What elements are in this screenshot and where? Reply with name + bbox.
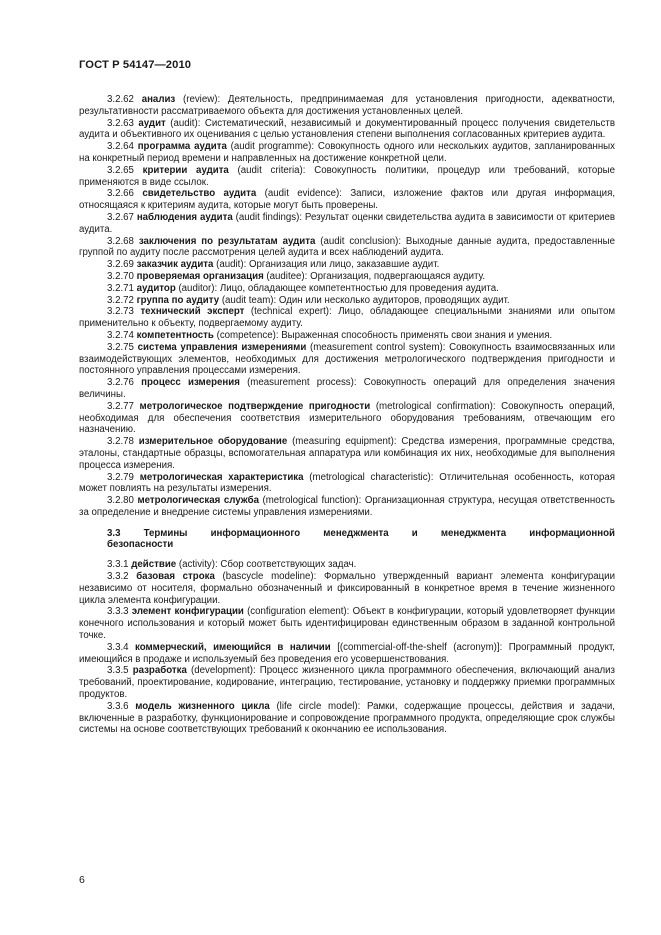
definition-entry	[79, 559, 615, 571]
entry-english: (activity):	[178, 559, 218, 571]
entry-english: (audit criteria):	[237, 164, 306, 176]
entry-english: (technical expert):	[250, 306, 332, 318]
definition-entry	[79, 271, 615, 283]
definition-entry	[79, 295, 615, 307]
entry-definition: Лицо, обладающее специальными знаниями или опытом применительно к объекту, подвергаемому аудиту.	[79, 306, 616, 330]
standard-header: ГОСТ Р 54147—2010	[79, 59, 192, 71]
entry-number: 3.2.64	[107, 141, 134, 153]
definition-entry	[79, 188, 615, 212]
entry-number: 3.2.67	[107, 211, 134, 223]
entry-number: 3.2.72	[107, 294, 134, 306]
entry-term: действие	[131, 559, 177, 571]
definition-entry	[79, 236, 615, 260]
definition-entry	[79, 665, 615, 700]
entry-term: система управления измерениями	[137, 341, 307, 353]
entry-term: процесс измерения	[141, 377, 240, 389]
entry-term: измерительное оборудование	[138, 436, 288, 448]
page-number: 6	[79, 874, 85, 886]
entry-term: заказчик аудита	[136, 259, 214, 271]
entry-definition: Организация, подвергающаяся аудиту.	[310, 270, 486, 282]
definition-entry	[79, 141, 615, 165]
entry-definition: Записи, изложение фактов или другая информация, относящаяся к критериям аудита, которые могут быть проверены.	[79, 188, 616, 212]
entry-definition: Объект в конфигурации, который удовлетворяет функции конечного использования и который может быть идентифицирован единственным образом в заданной контрольной точке.	[79, 606, 615, 642]
entry-definition: Программный продукт, имеющийся в продаже и используемый без проведения его усовершенствования.	[79, 641, 615, 665]
definition-entry	[79, 642, 615, 666]
entry-number: 3.2.65	[107, 164, 134, 176]
entry-english: (measurement process):	[247, 377, 357, 389]
entry-definition: Организация или лицо, заказавшие аудит.	[248, 259, 440, 271]
entry-number: 3.2.77	[107, 400, 134, 412]
entry-term: свидетельство аудита	[142, 188, 257, 200]
entry-number: 3.2.62	[107, 94, 134, 105]
entry-english: (bascycle modeline):	[222, 571, 317, 583]
entry-english: (measuring equipment):	[292, 436, 397, 448]
definition-entry	[79, 306, 615, 330]
definition-entry	[79, 330, 615, 342]
definitions-list-3-2	[79, 94, 615, 519]
entry-english: (competence):	[216, 329, 279, 341]
entry-number: 3.2.69	[107, 259, 134, 271]
definition-entry	[79, 283, 615, 295]
entry-definition: Совокупность политики, процедур или требований, которые применяются в виде ссылок.	[79, 164, 615, 188]
entry-definition: Лицо, обладающее компетентностью для проведения аудита.	[219, 282, 499, 294]
entry-term: группа по аудиту	[136, 294, 220, 306]
definition-entry	[79, 377, 615, 401]
entry-number: 3.2.71	[107, 282, 134, 294]
entry-term: проверяемая организация	[136, 270, 264, 282]
entry-number: 3.2.78	[107, 436, 134, 448]
definition-entry	[79, 165, 615, 189]
entry-term: метрологическая служба	[137, 495, 259, 507]
entry-number: 3.2.74	[107, 329, 134, 341]
entry-term: метрологическая характеристика	[139, 471, 304, 483]
entry-definition: Выходные данные аудита, предоставленные группой по аудиту после рассмотрения целей аудита и всех наблюдений аудита.	[79, 235, 615, 259]
entry-english: [(commercial-off-the-shelf (acronym)]:	[337, 641, 503, 653]
section-heading: 3.3 Термины информационного менеджмента и менеджмента информационной	[107, 527, 615, 539]
entry-definition: Один или несколько аудиторов, проводящих аудит.	[278, 294, 510, 306]
entry-english: (life circle model):	[276, 700, 361, 712]
entry-english: (audit):	[216, 259, 247, 271]
entry-term: элемент конфигурации	[131, 606, 244, 618]
entry-definition: Отличительная особенность, которая может повлиять на результаты измерения.	[79, 471, 615, 495]
entry-definition: Систематический, независимый и документированный процесс получения свидетельств аудита и объективного их оценивания с целью установления степени выполнения согласованных критериев аудита.	[79, 117, 615, 141]
entry-number: 3.2.66	[107, 188, 134, 200]
entry-term: разработка	[132, 665, 187, 677]
entry-english: (audit programme):	[230, 141, 315, 153]
definitions-list-3-3	[79, 559, 615, 736]
entry-definition: Организационная структура, несущая ответственность за определение и внедрение системы управления измерениями.	[79, 495, 615, 518]
entry-term: базовая строка	[136, 571, 215, 583]
entry-definition: Совокупность взаимосвязанных или взаимодействующих элементов, необходимых для достижения метрологического подтверждения пригодности и постоянного управления процессами измерения.	[79, 341, 616, 377]
entry-definition: Выраженная способность применять свои знания и умения.	[281, 329, 553, 341]
entry-number: 3.2.76	[107, 377, 134, 389]
entry-term: коммерческий, имеющийся в наличии	[135, 641, 331, 653]
entry-definition: Результат оценки свидетельства аудита в зависимости от критериев аудита.	[79, 211, 615, 235]
entry-definition: Средства измерения, программные средства, эталоны, стандартные образцы, вспомогательная аппаратура или комбинация их них, необходимые для выполнения процесса измерения.	[79, 436, 615, 471]
entry-english: (audit conclusion):	[320, 235, 402, 247]
entry-number: 3.3.3	[107, 606, 129, 618]
entry-term: программа аудита	[137, 141, 227, 153]
entry-english: (metrological function):	[262, 495, 362, 507]
definition-entry	[79, 606, 615, 641]
definitions-body	[79, 94, 615, 736]
entry-number: 3.3.4	[107, 641, 129, 653]
entry-number: 3.2.73	[107, 306, 134, 318]
entry-definition: Процесс жизненного цикла программного обеспечения, включающий анализ требований, проектирование, кодирование, интеграцию, тестирование, установку и поддержку приемки программных продуктов.	[79, 665, 615, 701]
section-heading-continued: безопасности	[107, 539, 174, 551]
entry-definition: Рамки, содержащие процессы, действия и задачи, включенные в разработку, функционирование и сопровождение программного продукта, определяющие срок службы системы на основе соответствующих требований к окончанию ее использования.	[79, 700, 615, 736]
entry-term: критерии аудита	[142, 164, 229, 176]
entry-number: 3.2.75	[107, 341, 134, 353]
entry-term: метрологическое подтверждение пригодности	[139, 400, 371, 412]
entry-number: 3.2.68	[107, 235, 134, 247]
definition-entry	[79, 259, 615, 271]
entry-term: анализ	[141, 94, 176, 105]
entry-term: модель жизненного цикла	[135, 700, 270, 712]
entry-term: аудитор	[136, 282, 176, 294]
entry-number: 3.2.80	[107, 495, 134, 507]
entry-english: (audit):	[170, 117, 201, 129]
definition-entry	[79, 472, 615, 496]
entry-english: (metrological confirmation):	[375, 400, 496, 412]
definition-entry	[79, 401, 615, 436]
entry-term: заключения по результатам аудита	[138, 235, 316, 247]
definition-entry	[79, 436, 615, 471]
entry-number: 3.2.63	[107, 117, 134, 129]
entry-number: 3.3.5	[107, 665, 129, 677]
definition-entry	[79, 94, 615, 118]
entry-definition: Совокупность одного или нескольких аудитов, запланированных на конкретный период времени и направленных на достижение конкретной цели.	[79, 141, 615, 164]
entry-definition: Сбор соответствующих задач.	[220, 559, 357, 571]
entry-definition: Деятельность, предпринимаемая для установления пригодности, адекватности, результативности рассматриваемого объекта для достижения установленных целей.	[79, 94, 615, 117]
entry-term: компетентность	[136, 329, 214, 341]
entry-english: (auditee):	[266, 270, 308, 282]
definition-entry	[79, 571, 615, 606]
entry-english: (metrological characteristic):	[309, 471, 434, 483]
definition-entry	[79, 342, 615, 377]
entry-number: 3.3.1	[107, 559, 129, 571]
definition-entry	[79, 118, 615, 142]
entry-definition: Совокупность операций для определения значения величины.	[79, 377, 615, 400]
entry-definition: Формально утвержденный вариант элемента конфигурации независимо от носителя, формально обозначенный и фиксированный в конкретное время в течение жизненного цикла элемента конфигурации.	[79, 571, 615, 606]
definition-entry	[79, 495, 615, 519]
entry-english: (measurement control system):	[309, 341, 446, 353]
entry-english: (auditor):	[178, 282, 218, 294]
entry-number: 3.2.70	[107, 270, 134, 282]
entry-english: (audit evidence):	[264, 188, 342, 200]
entry-number: 3.3.2	[107, 571, 129, 583]
entry-term: технический эксперт	[140, 306, 245, 318]
entry-term: аудит	[138, 117, 166, 129]
definition-entry	[79, 701, 615, 736]
entry-english: (review):	[183, 94, 221, 105]
entry-number: 3.3.6	[107, 700, 129, 712]
entry-english: (configuration element):	[247, 606, 350, 618]
entry-term: наблюдения аудита	[136, 211, 233, 223]
definition-entry	[79, 212, 615, 236]
entry-number: 3.2.79	[107, 471, 134, 483]
entry-english: (development):	[191, 665, 256, 677]
entry-english: (audit team):	[221, 294, 277, 306]
entry-english: (audit findings):	[235, 211, 303, 223]
entry-definition: Совокупность операций, необходимая для обеспечения соответствия измерительного оборудования требованиям, отвечающим его назначению.	[79, 400, 615, 436]
